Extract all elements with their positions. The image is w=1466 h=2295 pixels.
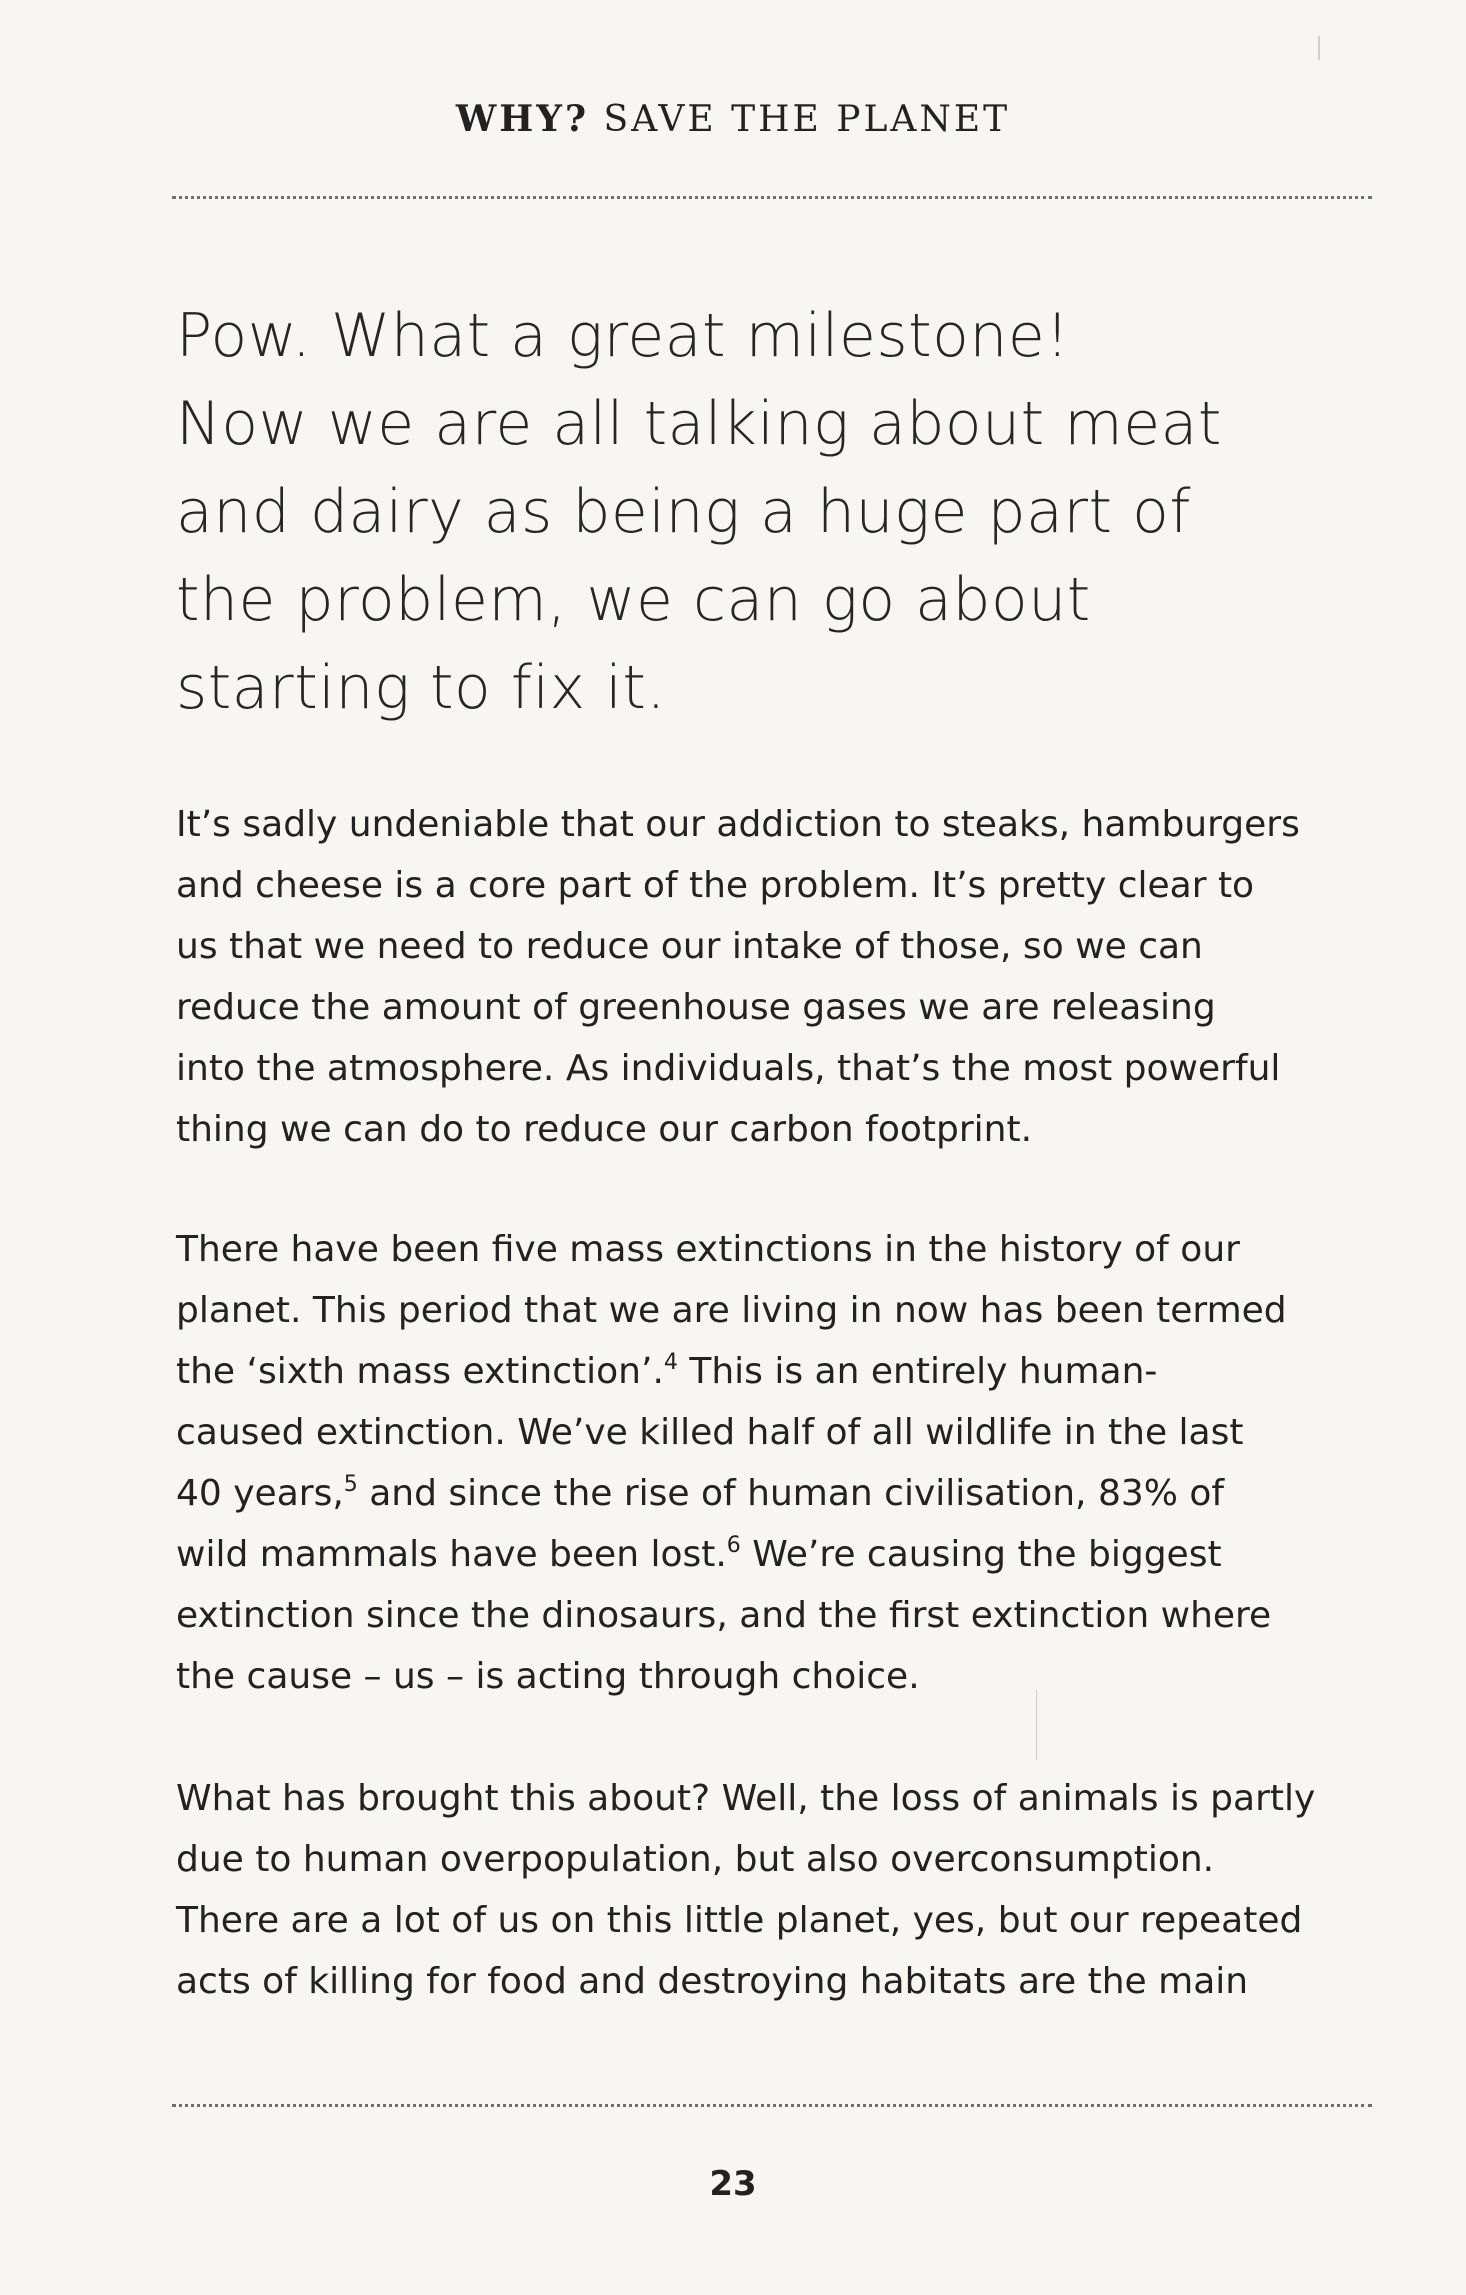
text-line: There are a lot of us on this little planet, yes, but our repeated [176,1900,1303,1941]
text-segment: the ‘sixth mass extinction’. [176,1351,664,1392]
text-line: into the atmosphere. As individuals, that’s the most powerful [176,1048,1281,1089]
pull-quote-line: and dairy as being a huge part of [176,477,1191,547]
text-line: extinction since the dinosaurs, and the first extinction where [176,1595,1272,1636]
text-line: There have been five mass extinctions in the history of our [176,1229,1240,1270]
text-line: It’s sadly undeniable that our addiction to steaks, hamburgers [176,804,1300,845]
pull-quote-line: Now we are all talking about meat [176,389,1222,459]
text-line: us that we need to reduce our intake of those, so we can [176,926,1203,967]
text-line: planet. This period that we are living in now has been termed [176,1290,1287,1331]
paragraph-1 [176,794,1376,1160]
text-line [176,1463,1376,1524]
text-line: due to human overpopulation, but also overconsumption. [176,1839,1215,1880]
text-segment: wild mammals have been lost. [176,1534,727,1575]
text-line [176,1341,1376,1402]
text-line: reduce the amount of greenhouse gases we are releasing [176,987,1216,1028]
scan-artifact [1318,36,1320,60]
footnote-marker-4: 4 [663,1350,678,1375]
footnote-marker-6: 6 [726,1533,741,1558]
page-number: 23 [709,2164,757,2204]
bottom-dotted-rule [172,2104,1372,2107]
scan-artifact [1036,1690,1037,1760]
paragraph-2 [176,1219,1376,1707]
running-head [0,98,1466,140]
running-head-section: WHY? [455,98,590,140]
text-segment: and since the rise of human civilisation, 83% of [357,1473,1225,1514]
running-head-title: SAVE THE PLANET [603,99,1011,140]
text-line: the cause – us – is acting through choice. [176,1656,920,1697]
paragraph-3 [176,1768,1376,2012]
text-segment: This is an entirely human- [677,1351,1158,1392]
top-dotted-rule [172,196,1372,199]
pull-quote-line: Pow. What a great milestone! [176,301,1070,371]
text-line: caused extinction. We’ve killed half of all wildlife in the last [176,1412,1244,1453]
text-line: thing we can do to reduce our carbon footprint. [176,1109,1033,1150]
text-line: and cheese is a core part of the problem. It’s pretty clear to [176,865,1255,906]
pull-quote [176,292,1356,732]
text-line [176,1524,1376,1585]
text-line: What has brought this about? Well, the loss of animals is partly [176,1778,1316,1819]
pull-quote-line: the problem, we can go about [176,565,1091,635]
text-segment: We’re causing the biggest [740,1534,1222,1575]
text-line: acts of killing for food and destroying habitats are the main [176,1961,1249,2002]
pull-quote-line: starting to fix it. [176,653,666,723]
text-segment: 40 years, [176,1473,344,1514]
footnote-marker-5: 5 [343,1472,358,1497]
